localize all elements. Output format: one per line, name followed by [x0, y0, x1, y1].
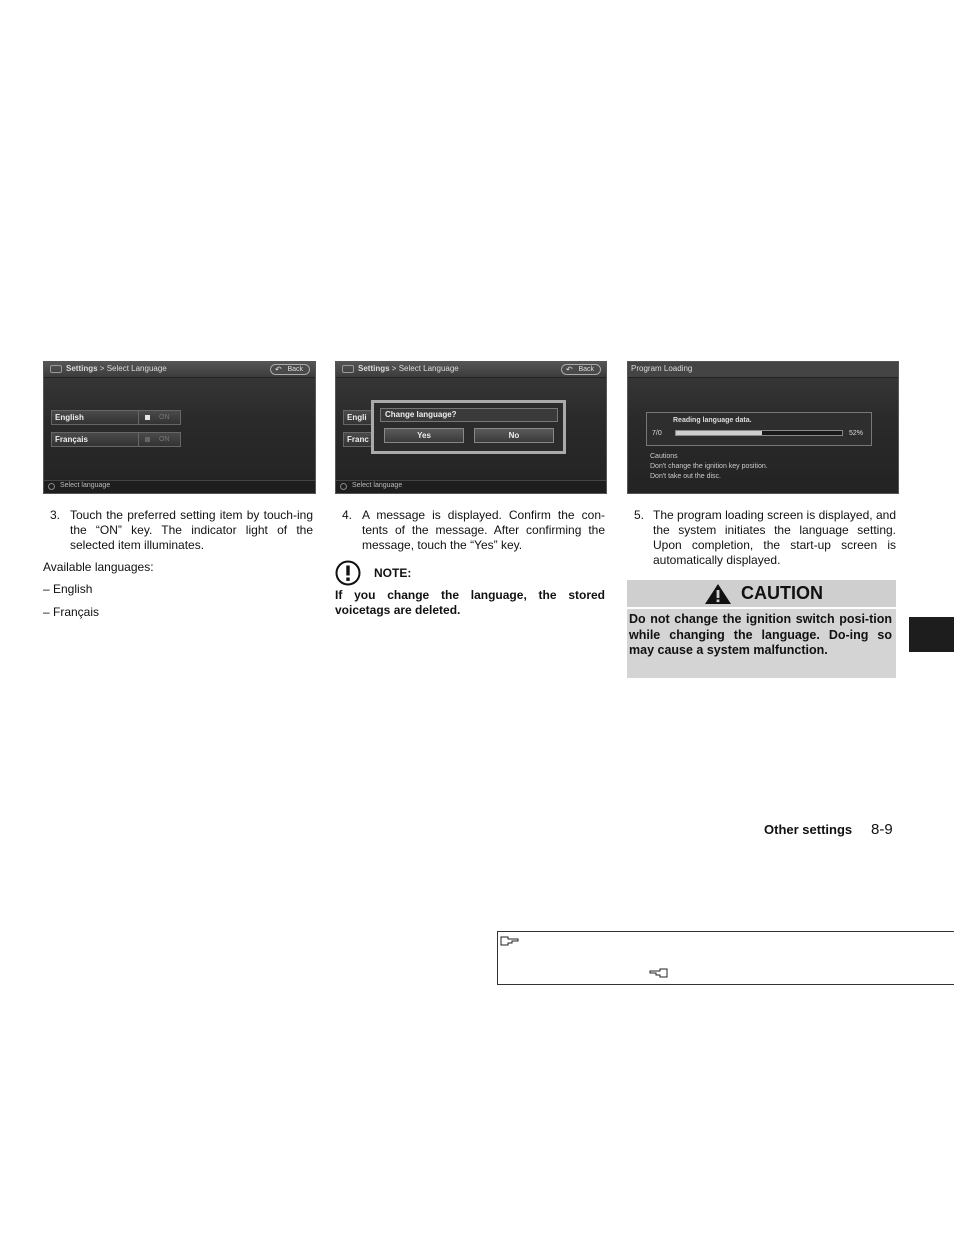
screen-footer: Select language — [44, 480, 315, 493]
caution-label: CAUTION — [741, 583, 823, 603]
back-arrow-icon: ↶ — [566, 365, 573, 374]
step-number: 4. — [342, 508, 353, 522]
note-text: If you change the language, the stored voicetags are deleted. — [335, 588, 605, 617]
step-3-text: Touch the preferred setting item by touch-ing the “ON” key. The indicator light of the selected item illuminates. — [70, 508, 313, 552]
screenshot-select-language — [43, 361, 316, 494]
progress-percent: 52% — [849, 430, 864, 437]
available-languages-label: Available languages: — [43, 560, 154, 574]
progress-fill — [676, 431, 762, 435]
caution-text: Do not change the ignition switch posi-tion while changing the language. Do-ing so may cause a system malfunction. — [629, 612, 892, 657]
screen-header — [628, 362, 898, 378]
indicator-on: ON — [138, 411, 181, 424]
section-tab — [909, 617, 954, 652]
caution-header — [627, 580, 896, 607]
indicator-off: ON — [138, 433, 181, 446]
menu-icon — [50, 365, 62, 373]
caution-box — [627, 609, 896, 678]
language-item-english: English ON — [51, 410, 181, 425]
cautions-title: Cautions — [650, 453, 678, 460]
back-arrow-icon: ↶ — [275, 365, 282, 374]
info-icon — [340, 483, 347, 490]
screen-title: Settings > Select Language — [358, 364, 459, 373]
pointing-hand-icon — [500, 934, 520, 952]
screen-header — [336, 362, 606, 378]
language-item-english: Engli — [343, 410, 403, 425]
screen-cautions — [650, 452, 768, 482]
step-4-text: A message is displayed. Confirm the con-tents of the message. After confirming the message, touch the “Yes” key. — [362, 508, 605, 552]
back-button: ↶ Back — [561, 364, 601, 375]
no-button: No — [474, 428, 554, 443]
loading-count: 7/0 — [652, 430, 662, 437]
warning-icon — [704, 583, 732, 610]
screen-footer: Select language — [336, 480, 606, 493]
language-list-item: – Français — [43, 605, 100, 619]
info-icon — [48, 483, 55, 490]
language-item-francais: Français ON — [51, 432, 181, 447]
page-number: 8-9 — [871, 821, 893, 838]
back-button: ↶ Back — [270, 364, 310, 375]
language-item-francais: Franc — [343, 432, 403, 447]
reference-box — [497, 931, 954, 985]
footer-section-title: Other settings — [764, 822, 853, 837]
confirm-dialog — [371, 400, 566, 454]
progress-bar — [675, 430, 843, 436]
step-5-text: The program loading screen is displayed, and the system initiates the language setting. Upon completion, the start-up screen is automatically displayed. — [653, 508, 896, 567]
language-list-item: – English — [43, 582, 93, 596]
screenshot-change-language-dialog — [335, 361, 607, 494]
loading-panel — [646, 412, 872, 446]
step-number: 3. — [50, 508, 61, 522]
indicator-light-icon — [145, 437, 150, 442]
screen-header — [44, 362, 315, 378]
note-label: NOTE: — [374, 566, 412, 580]
loading-label: Reading language data. — [673, 417, 752, 424]
pointing-hand-icon — [648, 966, 668, 984]
screenshot-program-loading — [627, 361, 899, 494]
step-number: 5. — [634, 508, 645, 522]
screen-title: Settings > Select Language — [66, 364, 167, 373]
caution-line: Don't change the ignition key position. — [650, 463, 768, 470]
dialog-question: Change language? — [380, 408, 558, 422]
yes-button: Yes — [384, 428, 464, 443]
screen-title: Program Loading — [631, 364, 693, 373]
note-icon — [335, 560, 361, 586]
indicator-light-icon — [145, 415, 150, 420]
menu-icon — [342, 365, 354, 373]
caution-line: Don't take out the disc. — [650, 473, 721, 480]
